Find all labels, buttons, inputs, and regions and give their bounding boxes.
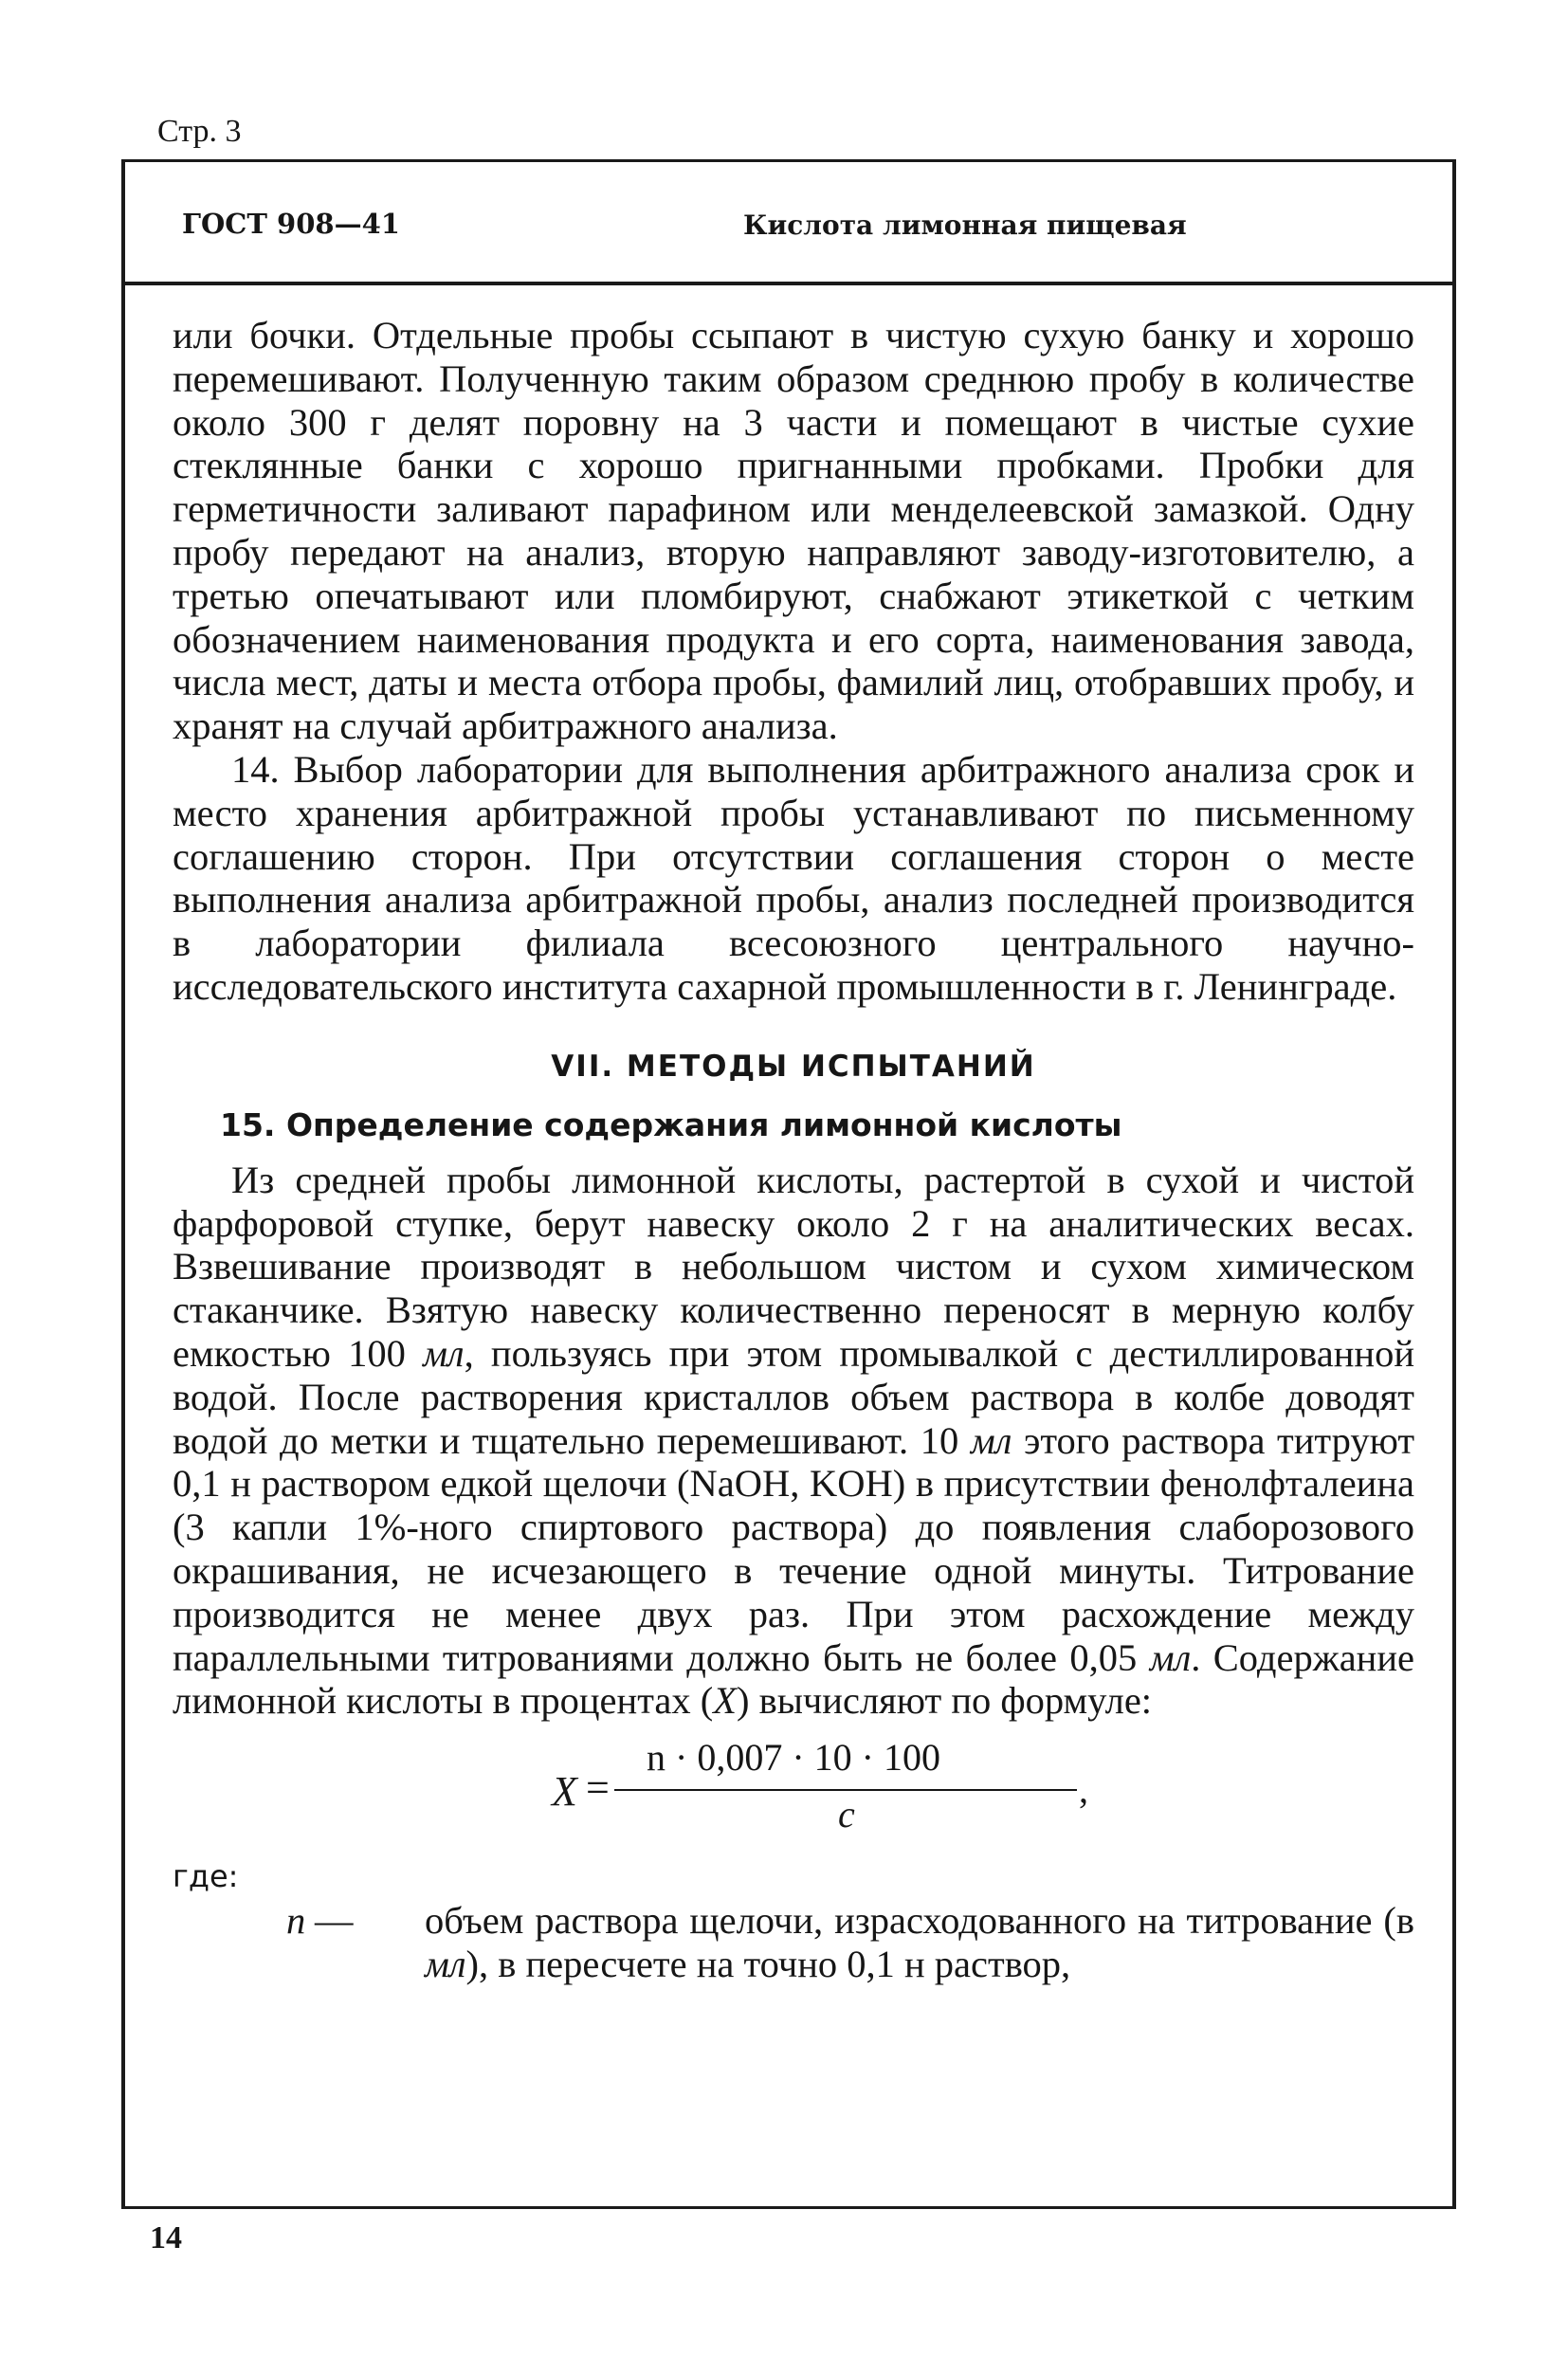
formula [173,1736,1414,1850]
definition-symbol: n [286,1898,306,1942]
unit-ml-3: мл [1149,1635,1192,1679]
formula-lhs: X [552,1768,577,1816]
variable-x: X [713,1679,737,1723]
where-label: где: [173,1858,239,1895]
page-label: Стр. 3 [157,114,242,149]
p15-text-2: , пользуясь при этом промывалкой с дестиллированной водой. После растворения кристаллов объем раствора в колбе доводят водой до метки и тщательно перемешивают. 10 [173,1331,1414,1462]
p15-text-5: ) вычисляют по формуле: [736,1679,1153,1723]
formula-equals: = [586,1764,610,1812]
definition-unit: мл [425,1942,466,1985]
paragraph-14: 14. Выбор лаборатории для выполнения арбитражного анализа срок и место хранения арбитражной пробы устанавливают по письменному соглашению сторон. При отсутствии соглашения сторон о месте выполнения анализа арбитражной пробы, анализ последней производится в лаборатории филиала всесоюзного центрального научно-исследовательского института сахарной промышленности в г. Ленинграде. [173,747,1414,1008]
definition-n [173,1899,1414,1986]
formula-comma: , [1079,1768,1088,1812]
p15-text-4: . Содержание лимонной кислоты в процентах ( [173,1635,1414,1723]
definition-dash: — [315,1898,354,1942]
formula-numerator: n · 0,007 · 10 · 100 [647,1736,940,1780]
paragraph-15 [173,1159,1414,1723]
document-title: Кислота лимонная пищевая [743,210,1187,241]
definition-text-2: ), в пересчете на точно 0,1 н раствор, [465,1942,1071,1985]
document-header [125,162,1452,285]
subsection-title: 15. Определение содержания лимонной кислоты [220,1105,1122,1143]
document-body [173,314,1414,1986]
definition-text-1: объем раствора щелочи, израсходованного на титрование (в [425,1898,1414,1942]
section-title: VII. МЕТОДЫ ИСПЫТАНИЙ [551,1049,1036,1084]
p15-text-3: этого раствора титруют 0,1 н раствором едкой щелочи (NaOH, KOH) в присутствии фенолфталеина (3 капли 1%-ного спиртового раствора) до появления слаборозового окрашивания, не исчезающего в течение одной минуты. Титрование производится не менее двух раз. При этом расхождение между параллельными титрованиями должно быть не более 0,05 [173,1418,1415,1679]
unit-ml-2: мл [970,1418,1012,1462]
paragraph-continuation: или бочки. Отдельные пробы ссыпают в чистую сухую банку и хорошо перемешивают. Полученную таким образом среднюю пробу в количестве около 300 г делят поровну на 3 части и помещают в чистые сухие стеклянные банки с хорошо пригнанными пробками. Пробки для герметичности заливают парафином или менделеевской замазкой. Одну пробу передают на анализ, вторую направляют заводу-изготовителю, а третью опечатывают или пломбируют, снабжают этикеткой с четким обозначением наименования продукта и его сорта, наименования завода, числа мест, даты и места отбора пробы, фамилий лиц, отобравших пробу, и хранят на случай арбитражного анализа. [173,314,1414,748]
formula-denominator: c [838,1793,855,1836]
page-number: 14 [150,2220,182,2255]
unit-ml-1: мл [423,1331,465,1375]
page-frame [121,159,1456,2209]
fraction-bar [614,1789,1077,1791]
p15-text-1: Из средней пробы лимонной кислоты, растертой в сухой и чистой фарфоровой ступке, берут навеску около 2 г на аналитических весах. Взвешивание производят в небольшом чистом и сухом химическом стаканчике. Взятую навеску количественно переносят в мерную колбу емкостью 100 [173,1158,1414,1375]
standard-number: ГОСТ 908—41 [182,208,400,240]
